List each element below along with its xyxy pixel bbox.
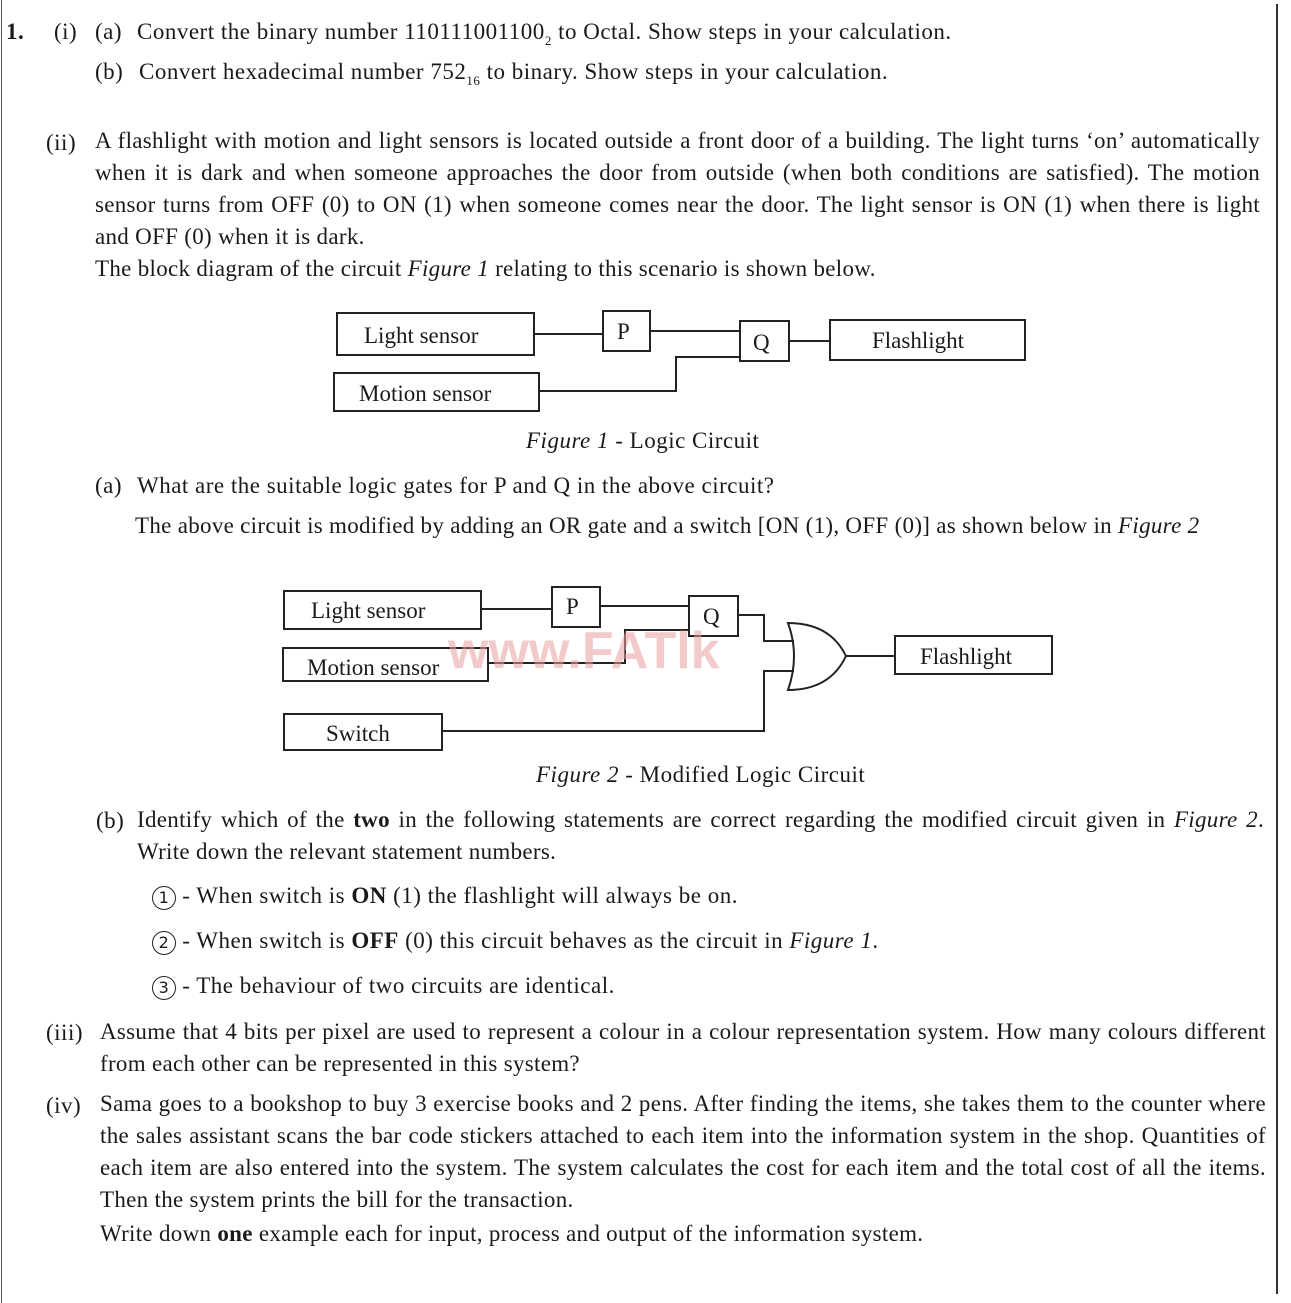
fig2-watermark: www.FATlk bbox=[448, 622, 720, 680]
part-ii-paragraph bbox=[95, 125, 1260, 285]
part-i-b-after: to binary. Show steps in your calculation. bbox=[480, 59, 889, 84]
part-ii-label: (ii) bbox=[46, 130, 77, 155]
part-ii-modify-before: The above circuit is modified by adding an OR gate and a switch [ON (1), OFF (0)] as shown below in bbox=[135, 513, 1119, 538]
part-ii-modify-text bbox=[135, 510, 1262, 542]
fig1-gate-p-label: P bbox=[617, 319, 630, 344]
part-ii-b-text bbox=[137, 804, 1264, 868]
statement-3 bbox=[152, 971, 615, 1001]
statement-1-after: (1) the flashlight will always be on. bbox=[386, 883, 738, 908]
fig1-light-sensor-box bbox=[337, 313, 534, 355]
figure-2-caption-text: - Modified Logic Circuit bbox=[619, 762, 866, 787]
statement-3-text: - The behaviour of two circuits are identical. bbox=[182, 973, 615, 998]
fig1-gate-q-label: Q bbox=[753, 330, 770, 355]
statement-2-mid: (0) this circuit behaves as the circuit in bbox=[398, 928, 790, 953]
fig2-wire-switch-or bbox=[442, 671, 794, 731]
statement-1-number: 1 bbox=[152, 886, 176, 910]
statement-2-bold: OFF bbox=[351, 928, 399, 953]
part-iii-label: (iii) bbox=[46, 1020, 83, 1045]
fig2-motion-sensor-label: Motion sensor bbox=[307, 655, 440, 680]
statement-2-before: - When switch is bbox=[182, 928, 352, 953]
statement-2-after: . bbox=[872, 928, 879, 953]
part-ii-b-after: . Write down the relevant statement numbers. bbox=[137, 807, 1264, 864]
fig2-or-gate bbox=[788, 623, 846, 690]
left-page-edge bbox=[1, 0, 2, 1303]
part-iv-last-bold: one bbox=[217, 1221, 253, 1246]
part-iv-last-before: Write down bbox=[100, 1221, 218, 1246]
fig2-wire-q-or bbox=[738, 615, 794, 641]
figure-2-caption bbox=[536, 760, 865, 790]
fig1-gate-p-box bbox=[603, 311, 650, 351]
part-iv-last-line bbox=[100, 1218, 1266, 1250]
part-ii-a-label: (a) bbox=[95, 473, 123, 498]
fig2-motion-sensor-box bbox=[283, 648, 488, 681]
part-ii-a-text: What are the suitable logic gates for P and Q in the above circuit? bbox=[137, 473, 775, 498]
part-ii-b-before: Identify which of the bbox=[137, 807, 354, 832]
fig1-light-sensor-label: Light sensor bbox=[364, 323, 479, 348]
part-i-a-base: 2 bbox=[544, 33, 552, 48]
part-i-b-before: Convert hexadecimal number 752 bbox=[139, 59, 467, 84]
part-iv-label: (iv) bbox=[46, 1093, 82, 1118]
part-iv-text bbox=[100, 1088, 1266, 1250]
part-iii-text: Assume that 4 bits per pixel are used to represent a colour in a colour representation system. How many colours different from each other can be represented in this system? bbox=[100, 1019, 1266, 1076]
fig2-flashlight-label: Flashlight bbox=[920, 644, 1013, 669]
right-border-line bbox=[1276, 4, 1278, 1294]
statement-3-number: 3 bbox=[152, 976, 176, 1000]
part-ii-para2-after: relating to this scenario is shown below. bbox=[489, 256, 876, 281]
part-i-a-before: Convert the binary number 110111001100 bbox=[137, 19, 545, 44]
fig1-motion-sensor-label: Motion sensor bbox=[359, 381, 492, 406]
fig2-switch-label: Switch bbox=[326, 721, 390, 746]
fig1-motion-sensor-box bbox=[334, 373, 539, 411]
question-number: 1. bbox=[6, 19, 25, 44]
part-i-a-text bbox=[137, 17, 952, 56]
fig1-gate-q-box bbox=[740, 321, 789, 361]
part-ii-b-fig: Figure 2 bbox=[1173, 807, 1258, 832]
fig2-light-sensor-box bbox=[284, 591, 481, 629]
part-i-a-after: to Octal. Show steps in your calculation. bbox=[551, 19, 952, 44]
statement-1-before: - When switch is bbox=[182, 883, 352, 908]
statement-2 bbox=[152, 926, 879, 956]
fig2-switch-box bbox=[284, 714, 442, 750]
fig2-gate-p-label: P bbox=[566, 594, 579, 619]
figure-1-caption-text: - Logic Circuit bbox=[609, 428, 760, 453]
part-ii-para2-fig: Figure 1 bbox=[407, 256, 490, 281]
part-iv-paragraph: Sama goes to a bookshop to buy 3 exercise books and 2 pens. After finding the items, she takes them to the counter where the sales assistant scans the bar code stickers attached to each item into the information system in the shop. Quantities of each item are also entered into the system. The system calculates the cost for each item and the total cost of all the items. Then the system prints the bill for the transaction. bbox=[100, 1091, 1266, 1212]
fig2-light-sensor-label: Light sensor bbox=[311, 598, 426, 623]
part-i-b-label: (b) bbox=[95, 59, 124, 84]
statement-2-fig: Figure 1 bbox=[789, 928, 873, 953]
fig2-gate-q-label: Q bbox=[703, 604, 720, 629]
part-ii-b-label: (b) bbox=[96, 808, 125, 833]
figure-1-caption-fig: Figure 1 bbox=[526, 428, 609, 453]
fig1-flashlight-label: Flashlight bbox=[872, 328, 965, 353]
statement-2-number: 2 bbox=[152, 931, 176, 955]
part-i-b-base: 16 bbox=[466, 73, 481, 88]
statement-1-bold: ON bbox=[351, 883, 387, 908]
fig2-flashlight-box bbox=[895, 636, 1052, 674]
part-ii-b-bold: two bbox=[353, 807, 390, 832]
figure-1-caption bbox=[526, 426, 759, 456]
part-iv-last-after: example each for input, process and output of the information system. bbox=[252, 1221, 924, 1246]
fig2-gate-q-box bbox=[689, 596, 738, 636]
part-ii-modify-fig: Figure 2 bbox=[1118, 513, 1200, 538]
fig1-wire-motion-q bbox=[539, 357, 740, 391]
part-ii-para2-before: The block diagram of the circuit bbox=[95, 256, 408, 281]
part-i-label: (i) bbox=[54, 19, 78, 44]
part-i-b-text bbox=[139, 57, 888, 96]
part-ii-para2 bbox=[95, 253, 1260, 285]
figure-2-caption-fig: Figure 2 bbox=[536, 762, 619, 787]
part-ii-para1: A flashlight with motion and light sensors is located outside a front door of a building. The light turns ‘on’ automatically when it is dark and when someone approaches the door from outside (when both conditions are satisfied). The motion sensor turns from OFF (0) to ON (1) when someone comes near the door. The light sensor is ON (1) when there is light and OFF (0) when it is dark. bbox=[95, 128, 1260, 249]
part-ii-b-mid: in the following statements are correct regarding the modified circuit given in bbox=[389, 807, 1174, 832]
statement-1 bbox=[152, 881, 738, 911]
fig2-gate-p-box bbox=[552, 587, 600, 627]
part-i-a-label: (a) bbox=[95, 19, 123, 44]
fig1-flashlight-box bbox=[830, 320, 1025, 360]
fig2-wire-motion-q bbox=[488, 630, 689, 663]
